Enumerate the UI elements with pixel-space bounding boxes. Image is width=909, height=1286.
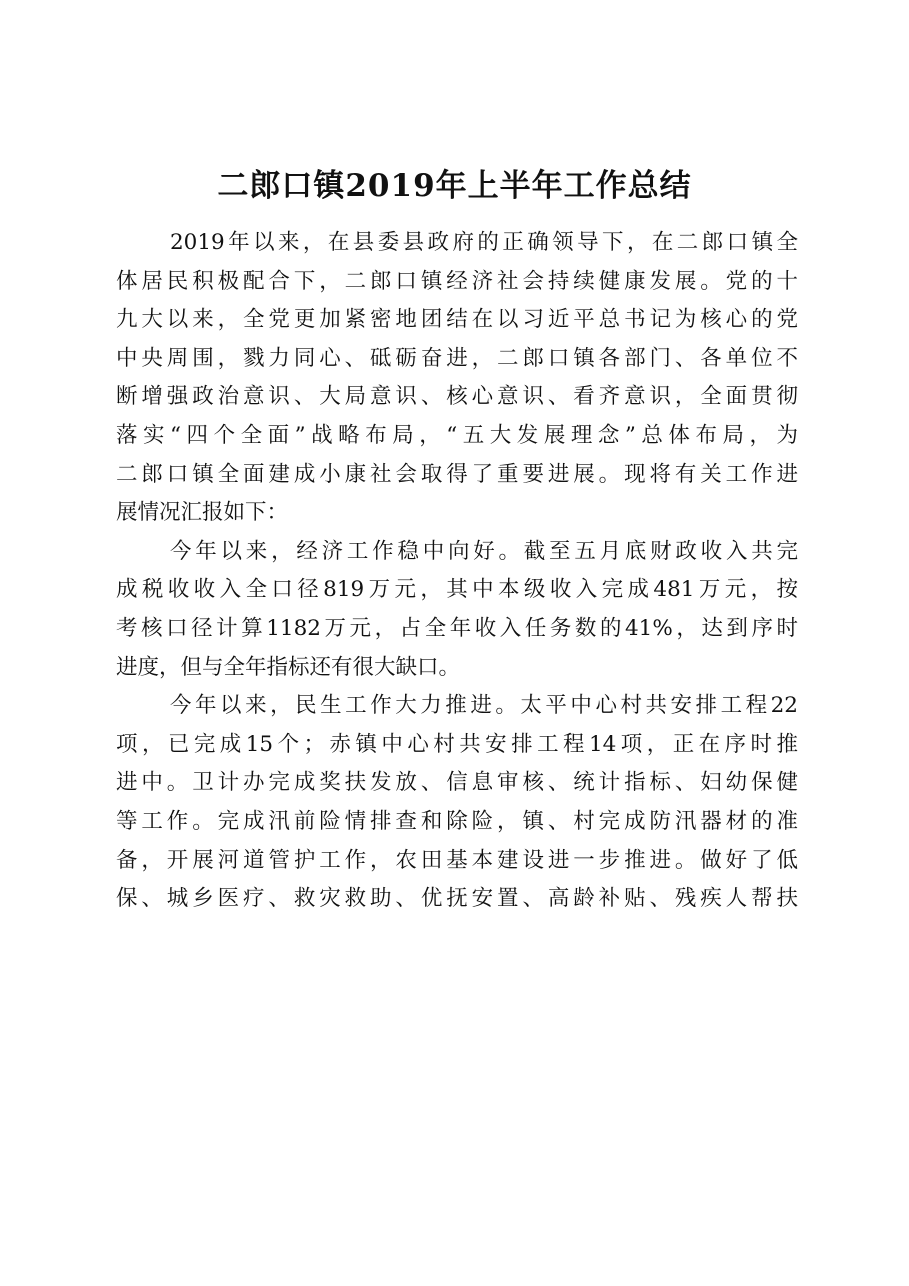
paragraph-line: 中央周围，戮力同心、砥砺奋进，二郎口镇各部门、各单位不: [116, 345, 798, 371]
document-body: [116, 224, 798, 919]
paragraph-line: 断增强政治意识、大局意识、核心意识、看齐意识，全面贯彻: [116, 384, 798, 410]
paragraph-line: 保、城乡医疗、救灾救助、优抚安置、高龄补贴、残疾人帮扶: [116, 886, 798, 912]
paragraph-line: 进中。卫计办完成奖扶发放、信息审核、统计指标、妇幼保健: [116, 770, 798, 796]
paragraph-line: 2019年以来，在县委县政府的正确领导下，在二郎口镇全: [170, 230, 798, 255]
paragraph-line: 今年以来，经济工作稳中向好。截至五月底财政收入共完: [170, 538, 798, 564]
paragraph-line: 等工作。完成汛前险情排查和除险，镇、村完成防汛器材的准: [116, 808, 798, 834]
paragraph-line: 九大以来，全党更加紧密地团结在以习近平总书记为核心的党: [116, 307, 798, 333]
paragraph-line: 考核口径计算1182万元，占全年收入任务数的41%，达到序时: [116, 615, 798, 641]
paragraph-line: 展情况汇报如下：: [116, 500, 289, 526]
paragraph-line: 备，开展河道管护工作，农田基本建设进一步推进。做好了低: [116, 847, 798, 873]
paragraph-line: 项，已完成15个；赤镇中心村共安排工程14项，正在序时推: [116, 731, 798, 757]
paragraph-line: 成税收收入全口径819万元，其中本级收入完成481万元，按: [116, 577, 798, 603]
paragraph-line: 二郎口镇全面建成小康社会取得了重要进展。现将有关工作进: [116, 461, 798, 487]
paragraph-line: 今年以来，民生工作大力推进。太平中心村共安排工程22: [170, 693, 798, 719]
paragraph-intro: [116, 224, 798, 533]
document-title: 二郎口镇2019年上半年工作总结: [217, 168, 692, 204]
paragraph-line: 落实“四个全面”战略布局，“五大发展理念”总体布局，为: [116, 422, 798, 448]
paragraph-economy: [116, 533, 798, 687]
paragraph-line: 体居民积极配合下，二郎口镇经济社会持续健康发展。党的十: [116, 268, 798, 294]
paragraph-line: 进度，但与全年指标还有很大缺口。: [116, 654, 461, 680]
paragraph-livelihood: [116, 687, 798, 919]
